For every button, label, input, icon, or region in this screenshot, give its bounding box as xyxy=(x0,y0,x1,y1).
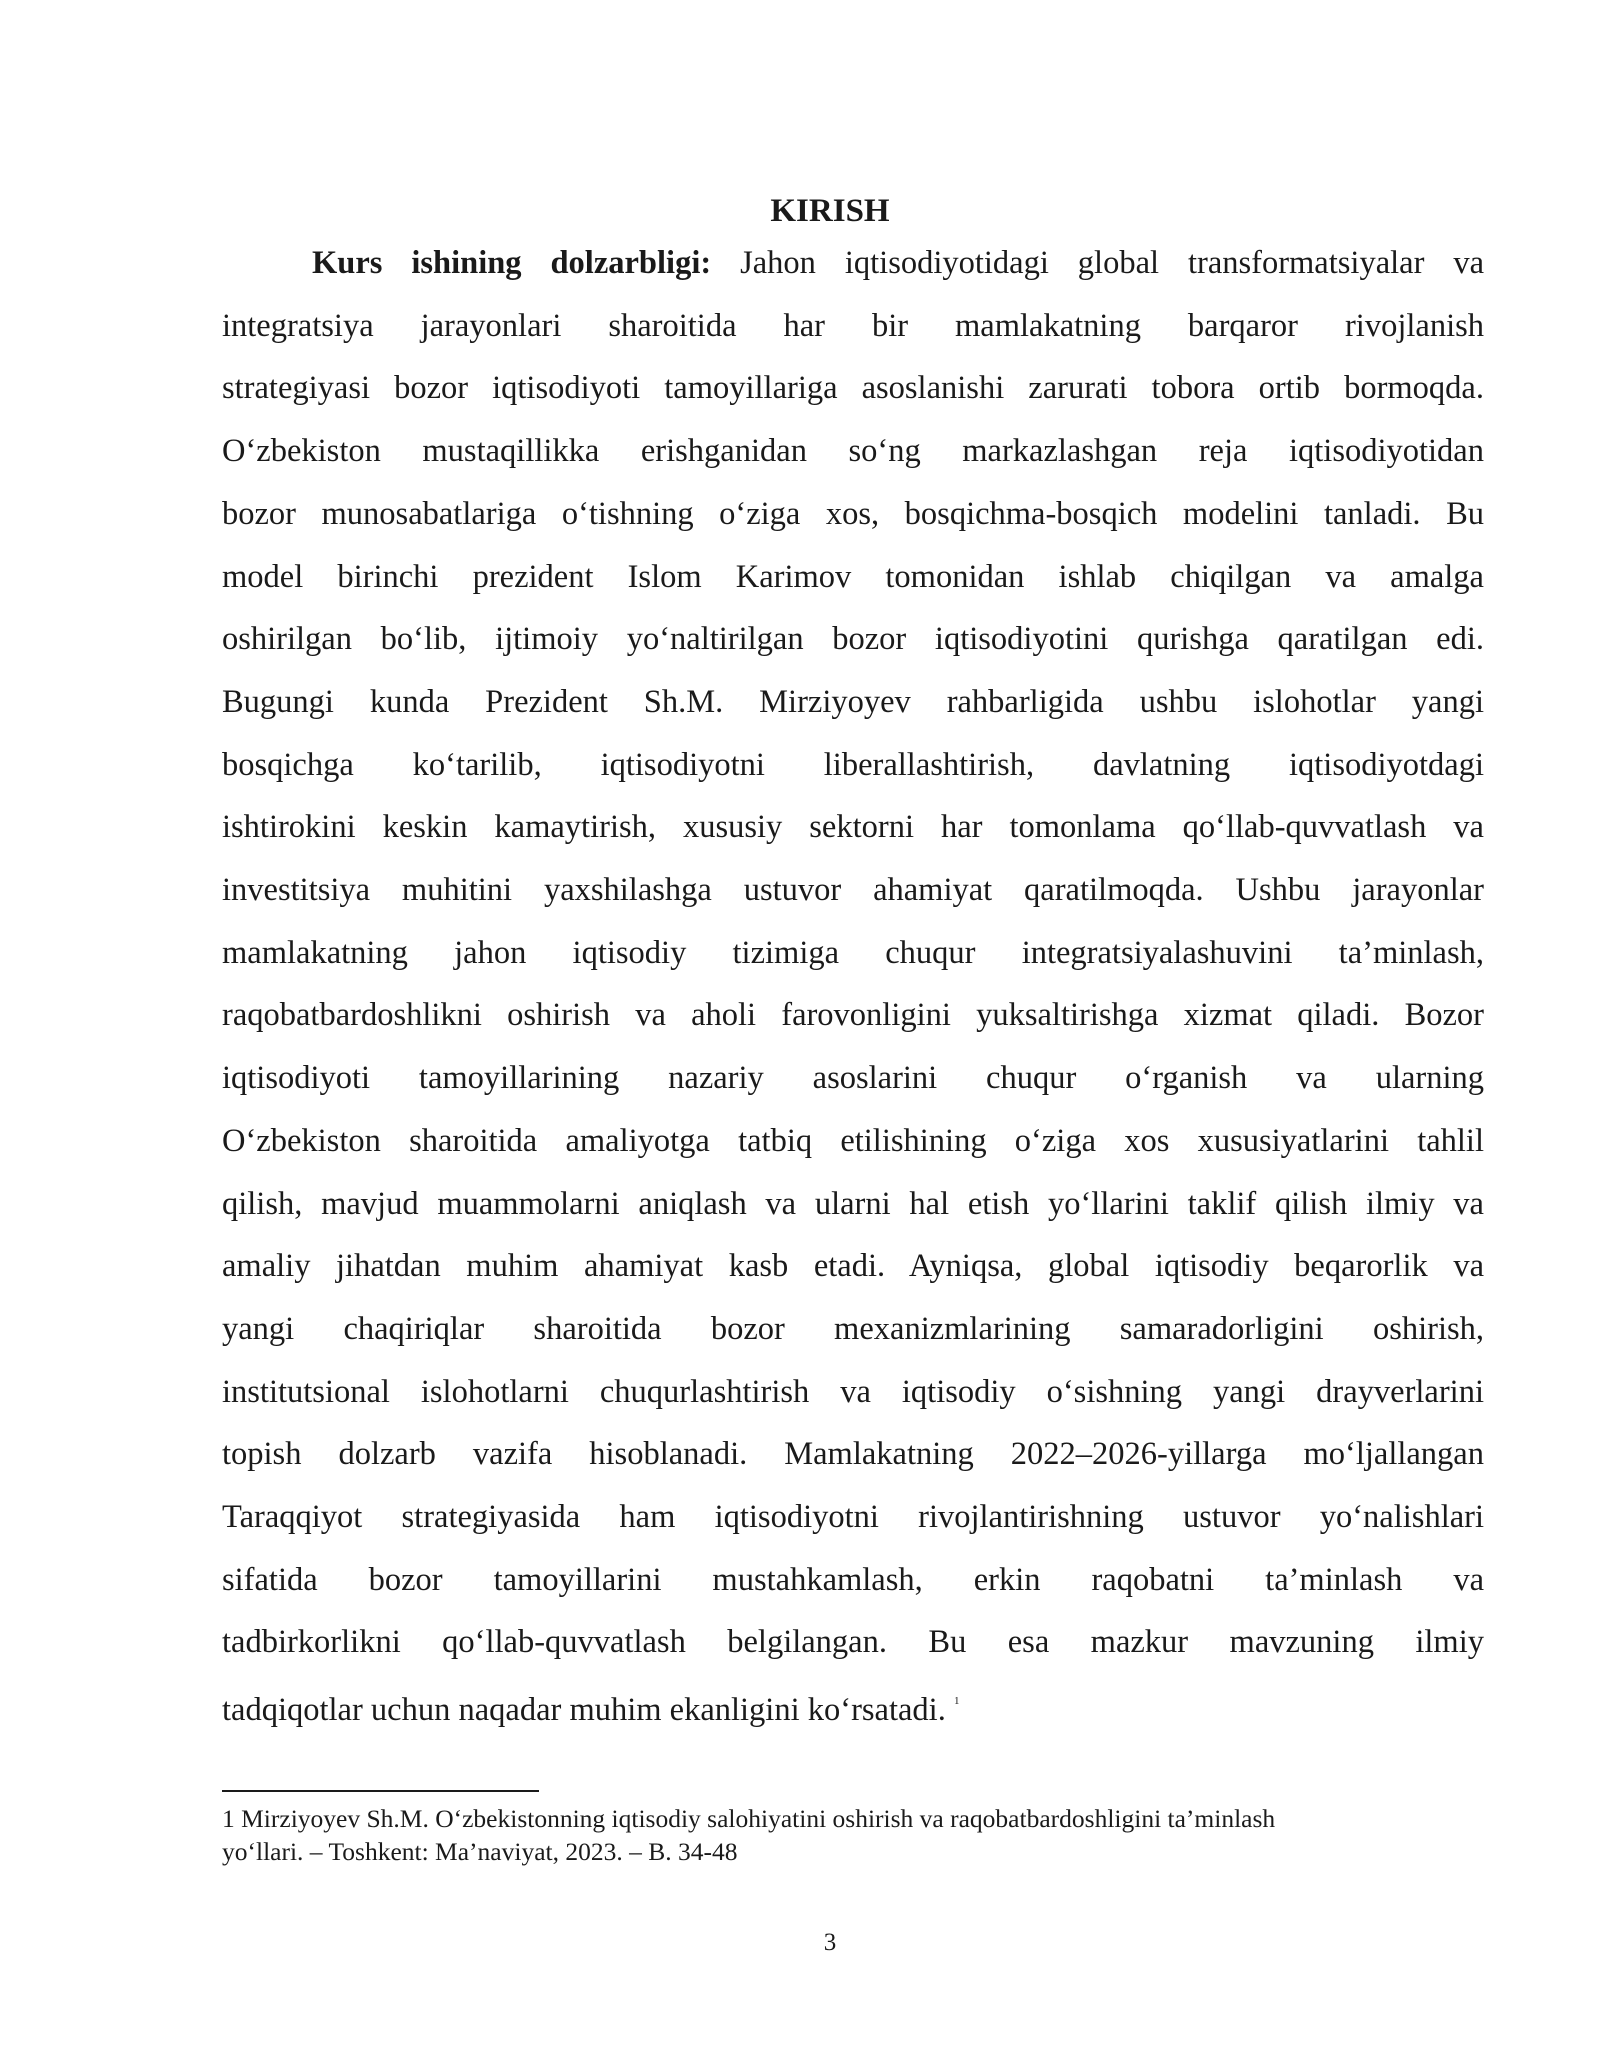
paragraph-line: iqtisodiyoti tamoyillarining nazariy asoslarini chuqur o‘rganish va ularning xyxy=(222,1060,1484,1097)
paragraph-line: institutsional islohotlarni chuqurlashtirish va iqtisodiy o‘sishning yangi drayverlarini xyxy=(222,1373,1484,1410)
paragraph-line xyxy=(222,232,1484,295)
paragraph-line: ishtirokini keskin kamaytirish, xususiy sektorni har tomonlama qo‘llab-quvvatlash va xyxy=(222,809,1484,846)
paragraph-line: tadbirkorlikni qo‘llab-quvvatlash belgilangan. Bu esa mazkur mavzuning ilmiy xyxy=(222,1624,1484,1661)
paragraph-line: bosqichga ko‘tarilib, iqtisodiyotni liberallashtirish, davlatning iqtisodiyotdagi xyxy=(222,746,1484,783)
footnote-line: 1 Mirziyoyev Sh.M. O‘zbekistonning iqtisodiy salohiyatini oshirish va raqobatbardoshligini ta’minlash xyxy=(222,1804,1276,1833)
footnote-separator xyxy=(222,1790,539,1792)
paragraph-line: Bugungi kunda Prezident Sh.M. Mirziyoyev rahbarligida ushbu islohotlar yangi xyxy=(222,683,1484,720)
paragraph-line: topish dolzarb vazifa hisoblanadi. Mamlakatning 2022–2026-yillarga mo‘ljallangan xyxy=(222,1436,1484,1473)
footnote xyxy=(222,1802,1484,1868)
paragraph-line: strategiyasi bozor iqtisodiyoti tamoyillariga asoslanishi zarurati tobora ortib bormoqda. xyxy=(222,370,1484,407)
paragraph-line: mamlakatning jahon iqtisodiy tizimiga chuqur integratsiyalashuvini ta’minlash, xyxy=(222,934,1484,971)
paragraph-line: amaliy jihatdan muhim ahamiyat kasb etadi. Ayniqsa, global iqtisodiy beqarorlik va xyxy=(222,1248,1484,1285)
paragraph-line: integratsiya jarayonlari sharoitida har bir mamlakatning barqaror rivojlanish xyxy=(222,307,1484,344)
body-paragraph xyxy=(222,232,1484,1742)
line-text: Jahon iqtisodiyotidagi global transformatsiyalar va xyxy=(740,245,1484,281)
paragraph-line: model birinchi prezident Islom Karimov tomonidan ishlab chiqilgan va amalga xyxy=(222,558,1484,595)
paragraph-line: sifatida bozor tamoyillarini mustahkamlash, erkin raqobatni ta’minlash va xyxy=(222,1561,1484,1598)
paragraph-line: raqobatbardoshlikni oshirish va aholi farovonligini yuksaltirishga xizmat qiladi. Bozor xyxy=(222,997,1484,1034)
line-text: tadqiqotlar uchun naqadar muhim ekanligini ko‘rsatadi. xyxy=(222,1692,946,1728)
paragraph-line: bozor munosabatlariga o‘tishning o‘ziga xos, bosqichma-bosqich modelini tanladi. Bu xyxy=(222,495,1484,532)
lead-label: Kurs ishining dolzarbligi: xyxy=(312,245,712,281)
paragraph-line xyxy=(222,1674,1484,1742)
paragraph-line: O‘zbekiston mustaqillikka erishganidan so‘ng markazlashgan reja iqtisodiyotidan xyxy=(222,433,1484,470)
page-number: 3 xyxy=(823,1929,837,1956)
paragraph-line: qilish, mavjud muammolarni aniqlash va ularni hal etish yo‘llarini taklif qilish ilmiy va xyxy=(222,1185,1484,1222)
footnote-reference[interactable]: 1 xyxy=(953,1695,960,1708)
paragraph-line: O‘zbekiston sharoitida amaliyotga tatbiq etilishining o‘ziga xos xususiyatlarini tahlil xyxy=(222,1122,1484,1159)
paragraph-line: yangi chaqiriqlar sharoitida bozor mexanizmlarining samaradorligini oshirish, xyxy=(222,1310,1484,1347)
section-heading: KIRISH xyxy=(770,193,890,229)
paragraph-line: oshirilgan bo‘lib, ijtimoiy yo‘naltirilgan bozor iqtisodiyotini qurishga qaratilgan edi. xyxy=(222,621,1484,658)
paragraph-line: investitsiya muhitini yaxshilashga ustuvor ahamiyat qaratilmoqda. Ushbu jarayonlar xyxy=(222,872,1484,909)
footnote-line: yo‘llari. – Toshkent: Ma’naviyat, 2023. – B. 34-48 xyxy=(222,1837,738,1866)
paragraph-line: Taraqqiyot strategiyasida ham iqtisodiyotni rivojlantirishning ustuvor yo‘nalishlari xyxy=(222,1499,1484,1536)
